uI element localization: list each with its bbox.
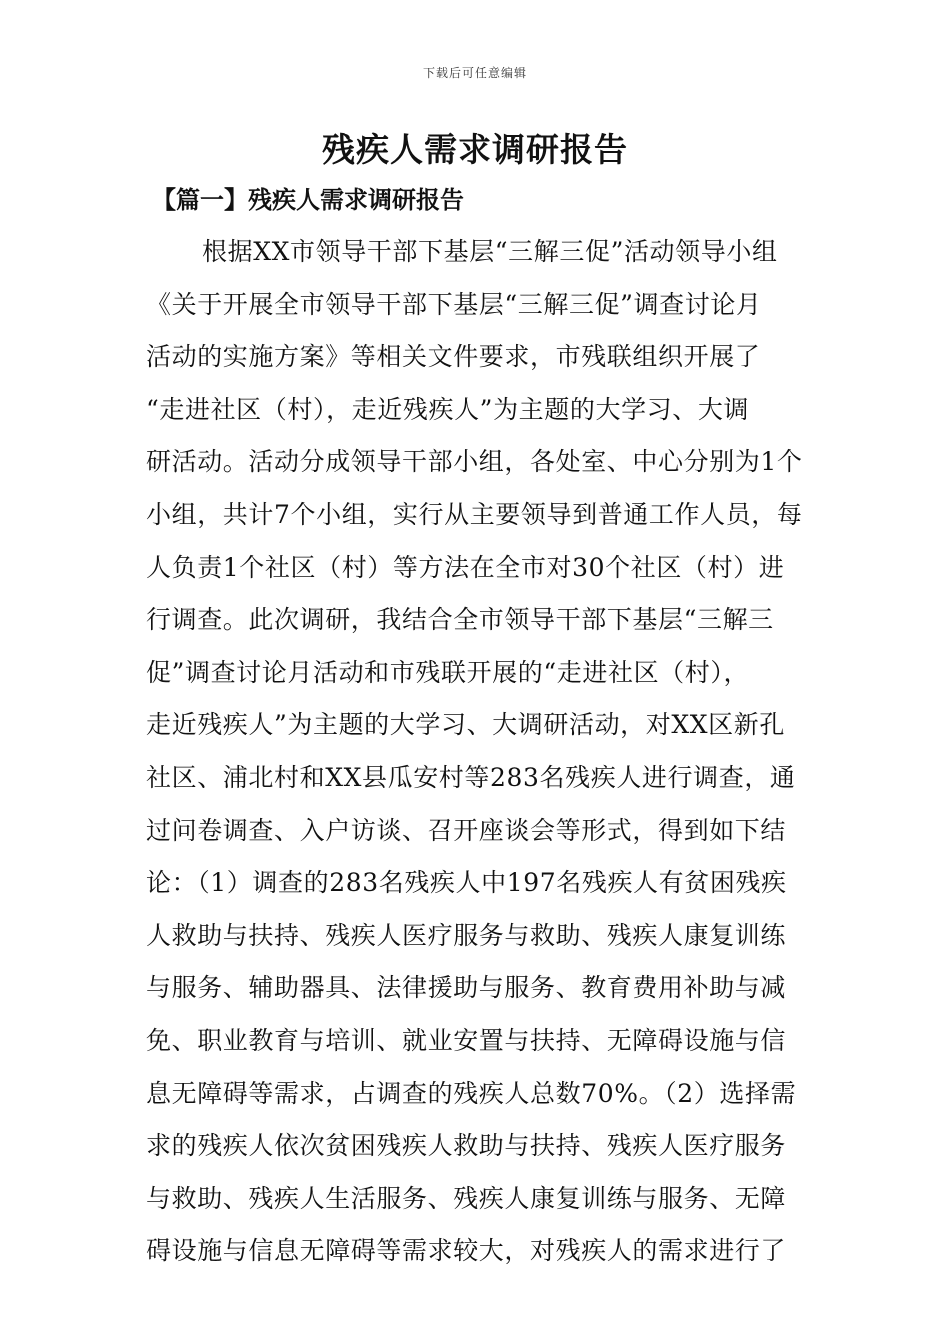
paragraph-line: 过问卷调查、入户访谈、召开座谈会等形式，得到如下结 <box>146 815 787 845</box>
section-heading: 【篇一】残疾人需求调研报告 <box>152 185 464 214</box>
paragraph-line: 人负责1个社区（村）等方法在全市对30个社区（村）进 <box>146 552 785 582</box>
paragraph-line: 《关于开展全市领导干部下基层“三解三促”调查讨论月 <box>146 289 762 319</box>
paragraph-line: 息无障碍等需求，占调查的残疾人总数70%。（2）选择需 <box>146 1078 797 1108</box>
header-note: 下载后可任意编辑 <box>422 66 527 80</box>
paragraph-line: 碍设施与信息无障碍等需求较大，对残疾人的需求进行了 <box>146 1236 787 1266</box>
paragraph-line: 小组，共计7个小组，实行从主要领导到普通工作人员，每 <box>146 499 803 529</box>
paragraph-line: 根据XX市领导干部下基层“三解三促”活动领导小组 <box>202 237 778 266</box>
document-title: 残疾人需求调研报告 <box>322 130 628 169</box>
body-paragraph <box>146 226 806 1278</box>
paragraph-line: 免、职业教育与培训、就业安置与扶持、无障碍设施与信 <box>146 1025 787 1055</box>
paragraph-line: 活动的实施方案》等相关文件要求，市残联组织开展了 <box>146 342 761 372</box>
paragraph-line: 论：（1）调查的283名残疾人中197名残疾人有贫困残疾 <box>146 868 787 898</box>
paragraph-line: 行调查。此次调研，我结合全市领导干部下基层“三解三 <box>146 605 774 635</box>
paragraph-line: 与服务、辅助器具、法律援助与服务、教育费用补助与减 <box>146 973 787 1003</box>
paragraph-line: 求的残疾人依次贫困残疾人救助与扶持、残疾人医疗服务 <box>146 1131 787 1161</box>
paragraph-line: 与救助、残疾人生活服务、残疾人康复训练与服务、无障 <box>146 1183 787 1213</box>
paragraph-line: 促”调查讨论月活动和市残联开展的“走进社区（村）， <box>146 657 750 687</box>
paragraph-line: 人救助与扶持、残疾人医疗服务与救助、残疾人康复训练 <box>146 920 787 950</box>
paragraph-line: 研活动。活动分成领导干部小组，各处室、中心分别为1个 <box>146 447 803 477</box>
paragraph-line: “走进社区（村），走近残疾人”为主题的大学习、大调 <box>146 394 750 424</box>
paragraph-line: 社区、浦北村和XX县瓜安村等283名残疾人进行调查，通 <box>146 762 796 792</box>
paragraph-line: 走近残疾人”为主题的大学习、大调研活动，对XX区新孔 <box>146 710 785 740</box>
